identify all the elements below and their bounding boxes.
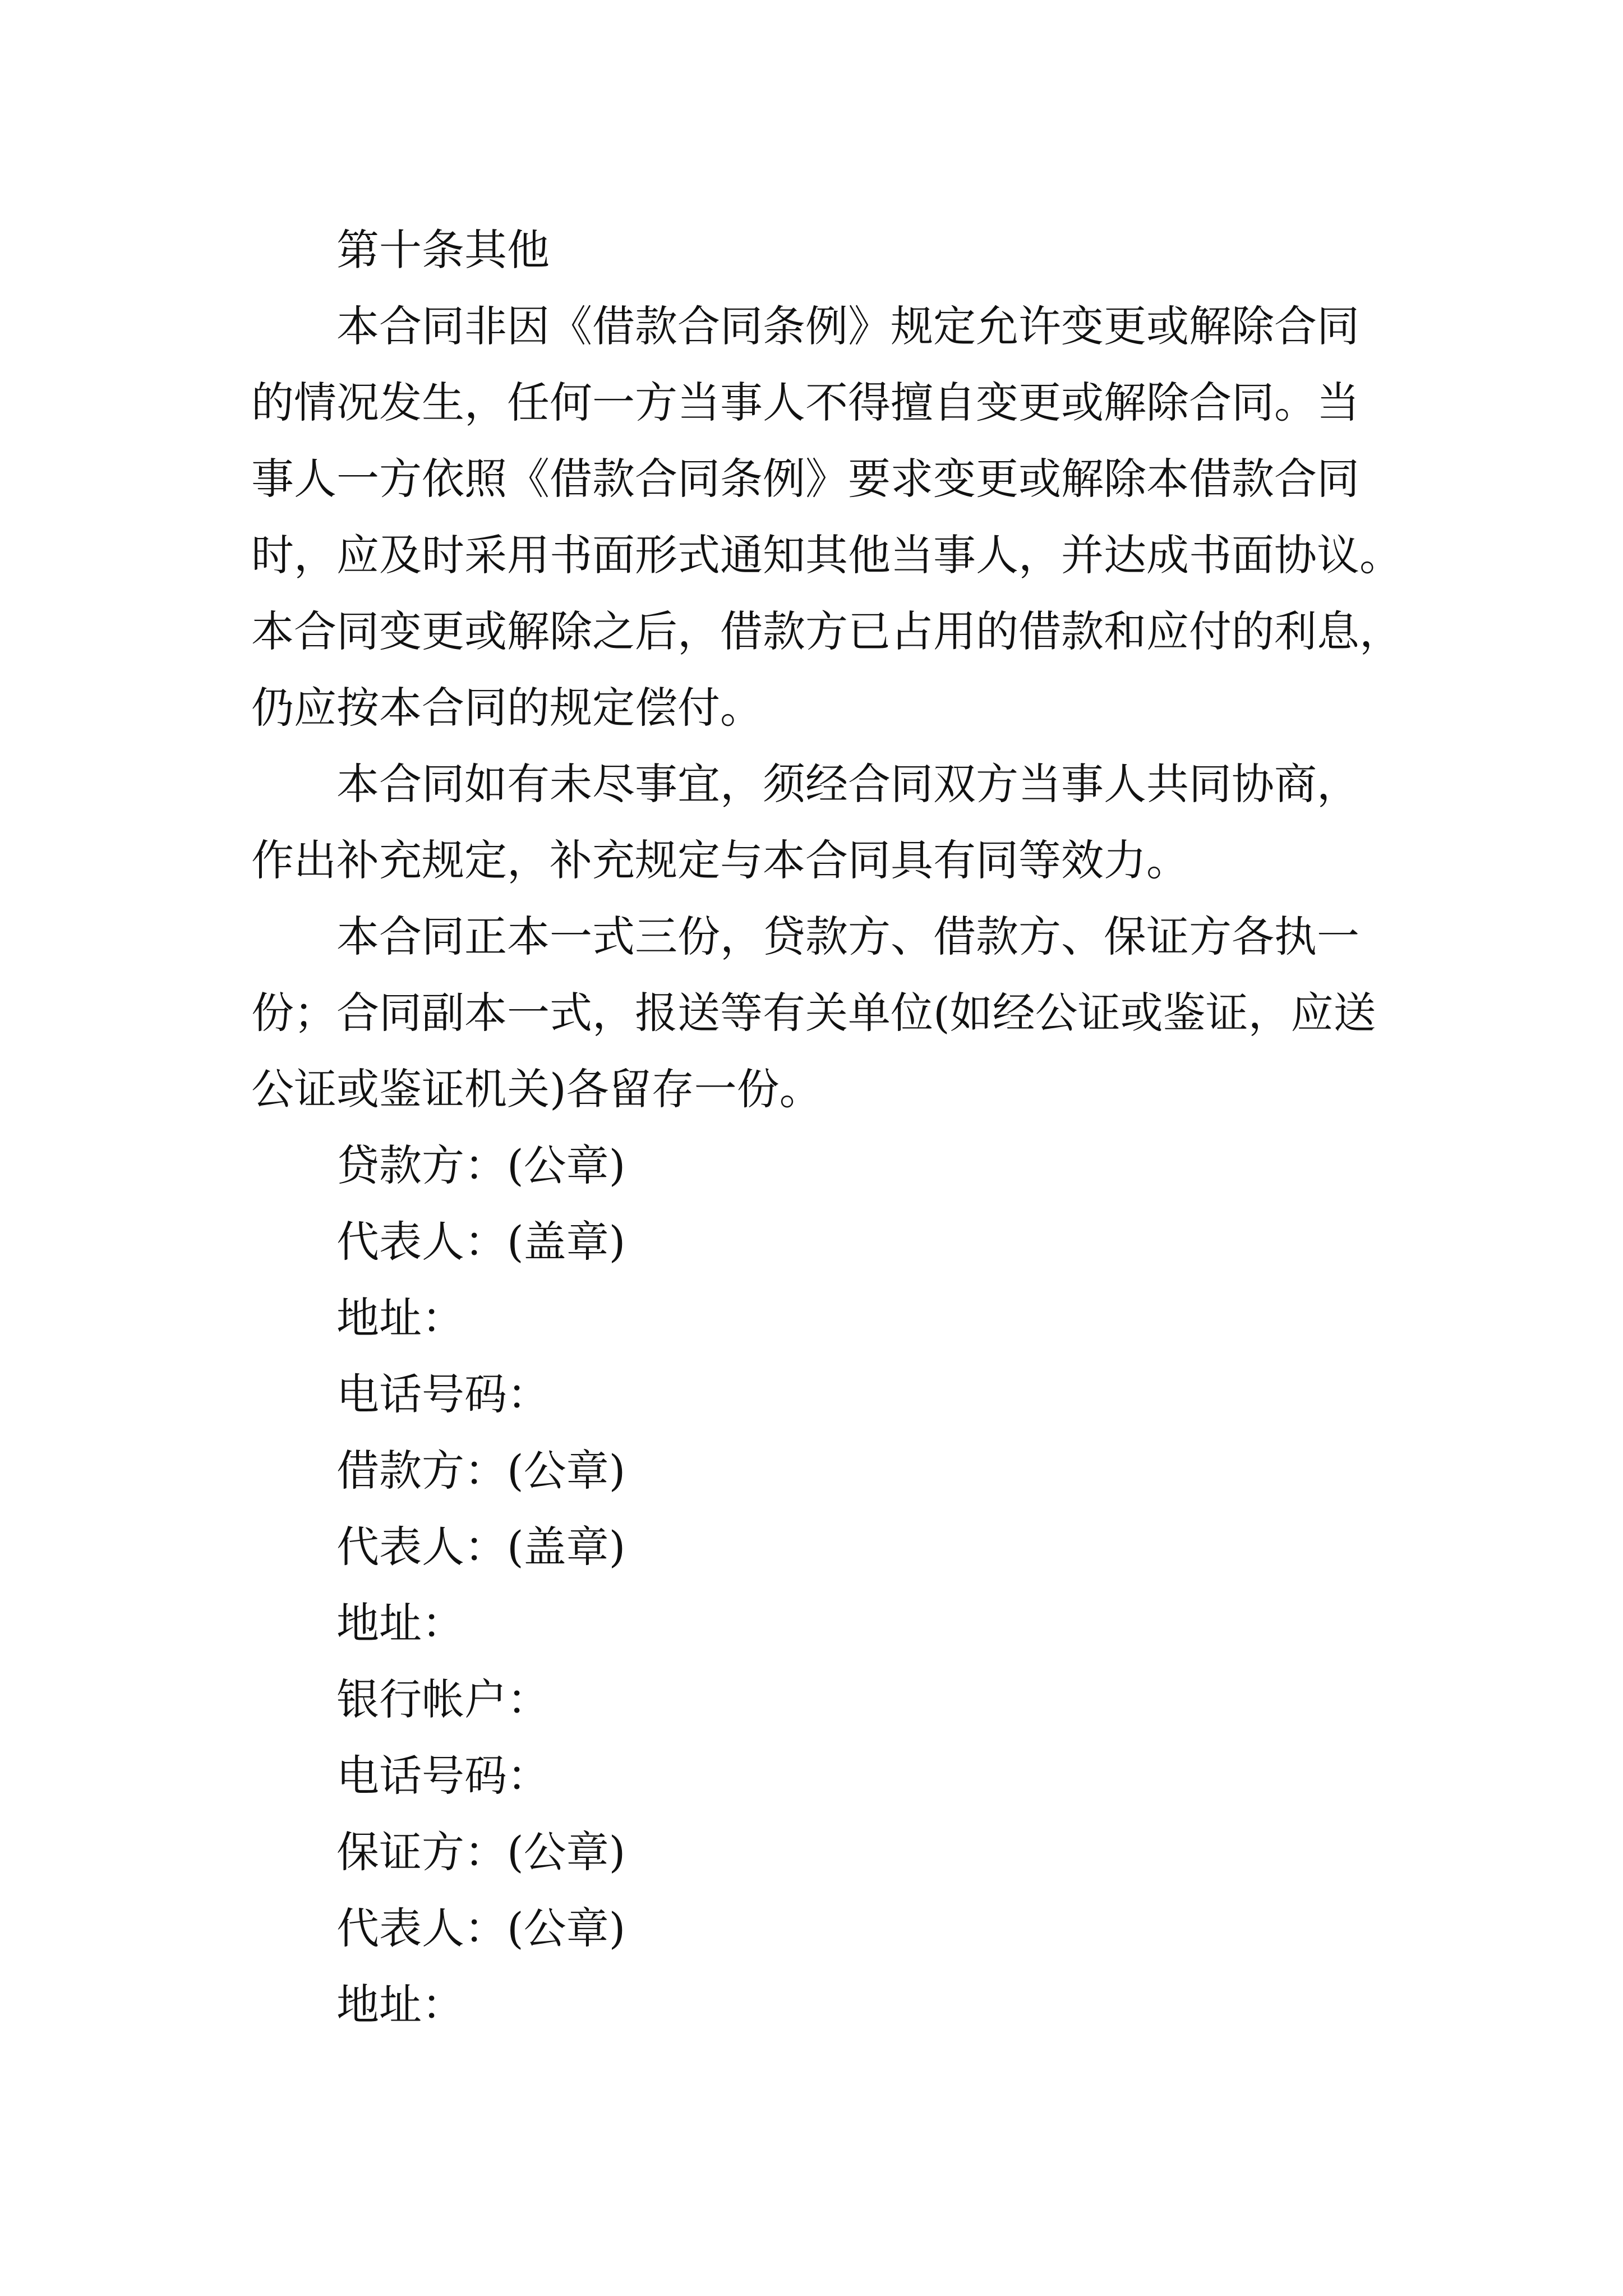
borrower-seal-field: 借款方：(公章) bbox=[336, 1446, 626, 1496]
paragraph-line: 时，应及时采用书面形式通知其他当事人，并达成书面协议。 bbox=[251, 530, 1402, 580]
paragraph-line: 的情况发生，任何一方当事人不得擅自变更或解除合同。当 bbox=[251, 378, 1359, 427]
paragraph-line: 本合同如有未尽事宜，须经合同双方当事人共同协商， bbox=[336, 759, 1359, 809]
paragraph-line: 仍应按本合同的规定偿付。 bbox=[251, 683, 763, 733]
guarantor-representative-field: 代表人：(公章) bbox=[336, 1903, 626, 1953]
lender-phone-field: 电话号码： bbox=[336, 1369, 550, 1419]
lender-address-field: 地址： bbox=[336, 1293, 464, 1343]
paragraph-line: 作出补充规定，补充规定与本合同具有同等效力。 bbox=[251, 835, 1189, 885]
paragraph-line: 本合同非因《借款合同条例》规定允许变更或解除合同 bbox=[336, 301, 1359, 351]
paragraph-copies bbox=[251, 899, 1376, 1128]
borrower-phone-field: 电话号码： bbox=[336, 1751, 550, 1801]
lender-seal-field: 贷款方：(公章) bbox=[336, 1140, 626, 1190]
paragraph-amendment bbox=[251, 288, 1402, 746]
borrower-representative-field: 代表人：(盖章) bbox=[336, 1522, 626, 1572]
paragraph-line: 本合同正本一式三份，贷款方、借款方、保证方各执一 bbox=[336, 912, 1359, 961]
signature-block bbox=[251, 1128, 1373, 2043]
paragraph-line: 份；合同副本一式，报送等有关单位(如经公证或鉴证，应送 bbox=[251, 988, 1376, 1038]
paragraph-line: 本合同变更或解除之后，借款方已占用的借款和应付的利息， bbox=[251, 606, 1402, 656]
guarantor-seal-field: 保证方：(公章) bbox=[336, 1827, 626, 1877]
lender-representative-field: 代表人：(盖章) bbox=[336, 1217, 626, 1267]
document-body bbox=[251, 212, 1402, 2043]
paragraph-line: 公证或鉴证机关)各留存一份。 bbox=[251, 1064, 822, 1114]
borrower-address-field: 地址： bbox=[336, 1598, 464, 1648]
guarantor-address-field: 地址： bbox=[336, 1980, 464, 2030]
borrower-bank-account-field: 银行帐户： bbox=[336, 1674, 550, 1724]
paragraph-line: 事人一方依照《借款合同条例》要求变更或解除本借款合同 bbox=[251, 454, 1359, 504]
article-heading: 第十条其他 bbox=[336, 225, 550, 275]
paragraph-supplement bbox=[251, 746, 1373, 899]
